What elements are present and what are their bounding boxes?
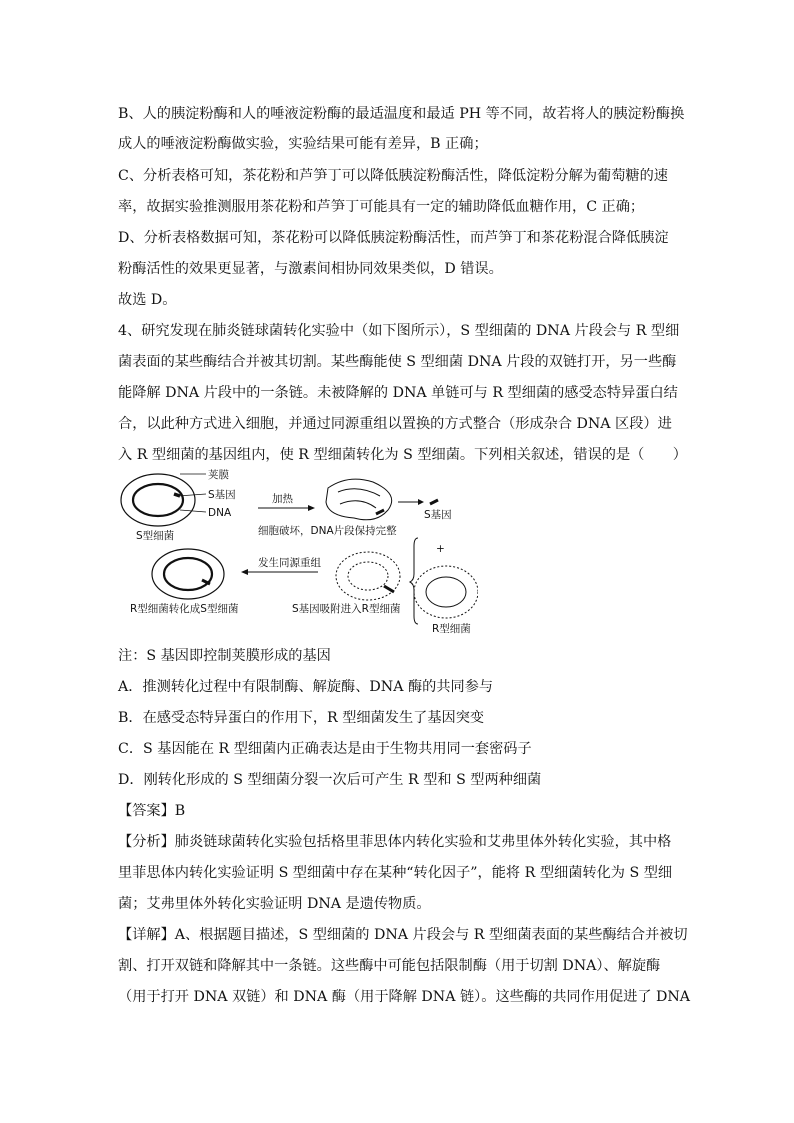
option-b: B．在感受态特异蛋白的作用下，R 型细菌发生了基因突变 bbox=[118, 710, 485, 726]
label-capsule: 荚膜 bbox=[208, 469, 229, 481]
analysis-line: 菌；艾弗里体外转化实验证明 DNA 是遗传物质。 bbox=[118, 896, 431, 912]
question-line: 合，以此种方式进入细胞，并通过同源重组以置换的方式整合（形成杂合 DNA 区段）进 bbox=[118, 416, 672, 432]
label-adsorb: S基因吸附进入R型细菌 bbox=[292, 603, 401, 615]
analysis-line: 里菲思体内转化实验证明 S 型细菌中存在某种“转化因子”，能将 R 型细菌转化为 S 型细 bbox=[118, 865, 673, 881]
label-broken: 细胞破坏，DNA片段保持完整 bbox=[258, 525, 397, 537]
answer-line: 【答案】B bbox=[118, 803, 186, 819]
text-line: 故选 D。 bbox=[118, 292, 177, 308]
transformed-cell bbox=[152, 549, 224, 599]
transformation-diagram bbox=[118, 466, 478, 638]
label-heat: 加热 bbox=[272, 493, 293, 505]
adsorbing-cell bbox=[336, 552, 400, 600]
detail-line: 割、打开双链和降解其中一条链。这些酶中可能包括限制酶（用于切割 DNA）、解旋酶 bbox=[118, 958, 661, 974]
label-s-gene-2: S基因 bbox=[424, 509, 452, 521]
label-plus: + bbox=[436, 543, 445, 555]
text-line: C、分析表格可知，茶花粉和芦笋丁可以降低胰淀粉酶活性，降低淀粉分解为葡萄糖的速 bbox=[118, 168, 668, 184]
text-line: 成人的唾液淀粉酶做实验，实验结果可能有差异，B 正确； bbox=[118, 136, 488, 152]
detail-line: 【详解】A、根据题目描述，S 型细菌的 DNA 片段会与 R 型细菌表面的某些酶结合并被切 bbox=[118, 927, 688, 943]
question-line: 菌表面的某些酶结合并被其切割。某些酶能使 S 型细菌 DNA 片段的双链打开，另一些酶 bbox=[118, 354, 677, 370]
label-s-cell: S型细菌 bbox=[136, 530, 175, 542]
detail-line: （用于打开 DNA 双链）和 DNA 酶（用于降解 DNA 链）。这些酶的共同作用促进了 DNA bbox=[118, 989, 691, 1005]
label-transform: R型细菌转化成S型细菌 bbox=[130, 603, 239, 615]
label-recomb: 发生同源重组 bbox=[258, 557, 321, 569]
option-d: D．刚转化形成的 S 型细菌分裂一次后可产生 R 型和 S 型两种细菌 bbox=[118, 772, 542, 788]
option-a: A．推测转化过程中有限制酶、解旋酶、DNA 酶的共同参与 bbox=[118, 679, 494, 695]
text-line: 率，故据实验推测服用茶花粉和芦笋丁可能具有一定的辅助降低血糖作用，C 正确； bbox=[118, 199, 645, 215]
option-c: C．S 基因能在 R 型细菌内正确表达是由于生物共用同一套密码子 bbox=[118, 741, 532, 757]
text-line: D、分析表格数据可知，茶花粉可以降低胰淀粉酶活性，而芦笋丁和茶花粉混合降低胰淀 bbox=[118, 230, 669, 246]
s-cell bbox=[121, 474, 206, 526]
label-r-cell: R型细菌 bbox=[432, 623, 471, 635]
label-dna: DNA bbox=[208, 507, 232, 519]
text-line: B、人的胰淀粉酶和人的唾液淀粉酶的最适温度和最适 PH 等不同，故若将人的胰淀粉酶换 bbox=[118, 106, 685, 122]
r-cell bbox=[414, 566, 478, 618]
label-s-gene: S基因 bbox=[208, 489, 236, 501]
question-line: 能降解 DNA 片段中的一条链。未被降解的 DNA 单链可与 R 型细菌的感受态特异蛋白结 bbox=[118, 385, 678, 401]
broken-cell bbox=[326, 479, 392, 520]
question-line: 4、研究发现在肺炎链球菌转化实验中（如下图所示），S 型细菌的 DNA 片段会与 R 型细 bbox=[118, 323, 680, 339]
note-line: 注：S 基因即控制荚膜形成的基因 bbox=[118, 648, 331, 664]
text-line: 粉酶活性的效果更显著，与激素间相协同效果类似，D 错误。 bbox=[118, 261, 503, 277]
question-line: 入 R 型细菌的基因组内，使 R 型细菌转化为 S 型细菌。下列相关叙述，错误的是（ ） bbox=[118, 447, 687, 463]
analysis-line: 【分析】肺炎链球菌转化实验包括格里菲思体内转化实验和艾弗里体外转化实验，其中格 bbox=[118, 834, 672, 850]
